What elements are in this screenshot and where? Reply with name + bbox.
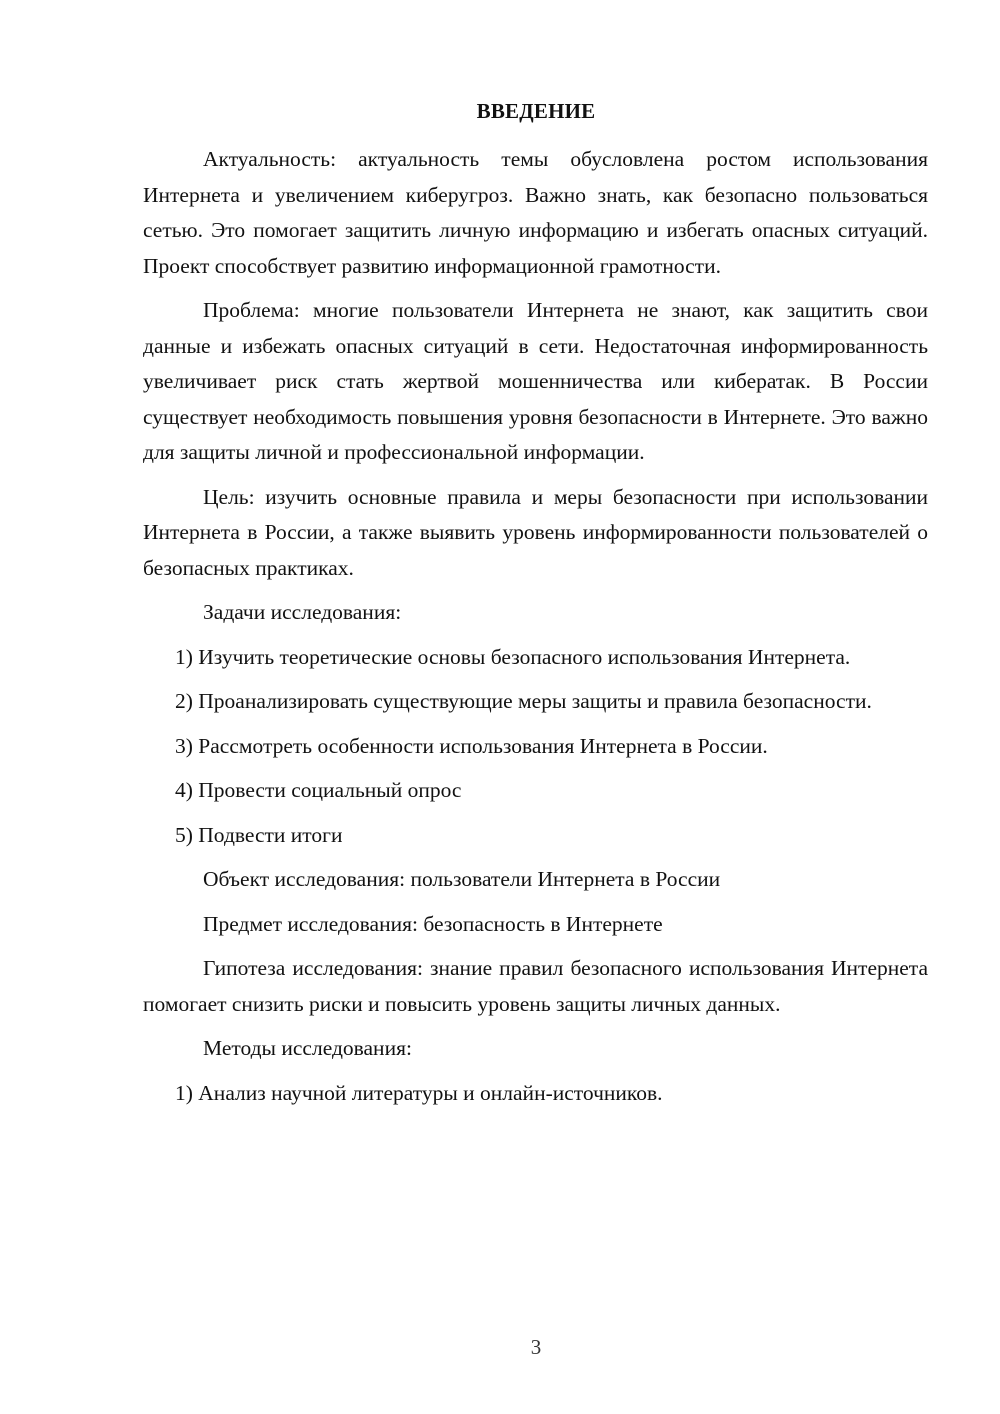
- object-paragraph: Объект исследования: пользователи Интернета в России: [203, 867, 721, 891]
- methods-heading: Методы исследования:: [203, 1036, 412, 1060]
- task-item-2: 2) Проанализировать существующие меры защиты и правила безопасности.: [175, 689, 872, 713]
- problem-paragraph: Проблема: многие пользователи Интернета не знают, как защитить свои данные и избежать опасных ситуаций в сети. Недостаточная информированность увеличивает риск стать жертвой мошенничества или кибератак. В России существует необходимость повышения уровня безопасности в Интернете. Это важно для защиты личной и профессиональной информации.: [143, 298, 928, 464]
- body-text: [143, 142, 928, 1120]
- section-heading: ВВЕДЕНИЕ: [476, 99, 596, 123]
- method-item-1: 1) Анализ научной литературы и онлайн-источников.: [175, 1080, 663, 1105]
- page-number: 3: [530, 1335, 542, 1359]
- task-item-4: 4) Провести социальный опрос: [175, 778, 462, 802]
- task-item-1: 1) Изучить теоретические основы безопасного использования Интернета.: [175, 644, 851, 669]
- subject-paragraph: Предмет исследования: безопасность в Интернете: [203, 911, 663, 936]
- task-item-3: 3) Рассмотреть особенности использования Интернета в России.: [175, 733, 768, 758]
- goal-paragraph: Цель: изучить основные правила и меры безопасности при использовании Интернета в России, а также выявить уровень информированности пользователей о безопасных практиках.: [143, 484, 928, 580]
- tasks-heading: Задачи исследования:: [203, 600, 402, 624]
- task-item-5: 5) Подвести итоги: [175, 822, 343, 847]
- hypothesis-paragraph: Гипотеза исследования: знание правил безопасного использования Интернета помогает снизить риски и повысить уровень защиты личных данных.: [143, 956, 928, 1016]
- relevance-paragraph: Актуальность: актуальность темы обусловлена ростом использования Интернета и увеличением киберугроз. Важно знать, как безопасно пользоваться сетью. Это помогает защитить личную информацию и избегать опасных ситуаций. Проект способствует развитию информационной грамотности.: [143, 147, 928, 278]
